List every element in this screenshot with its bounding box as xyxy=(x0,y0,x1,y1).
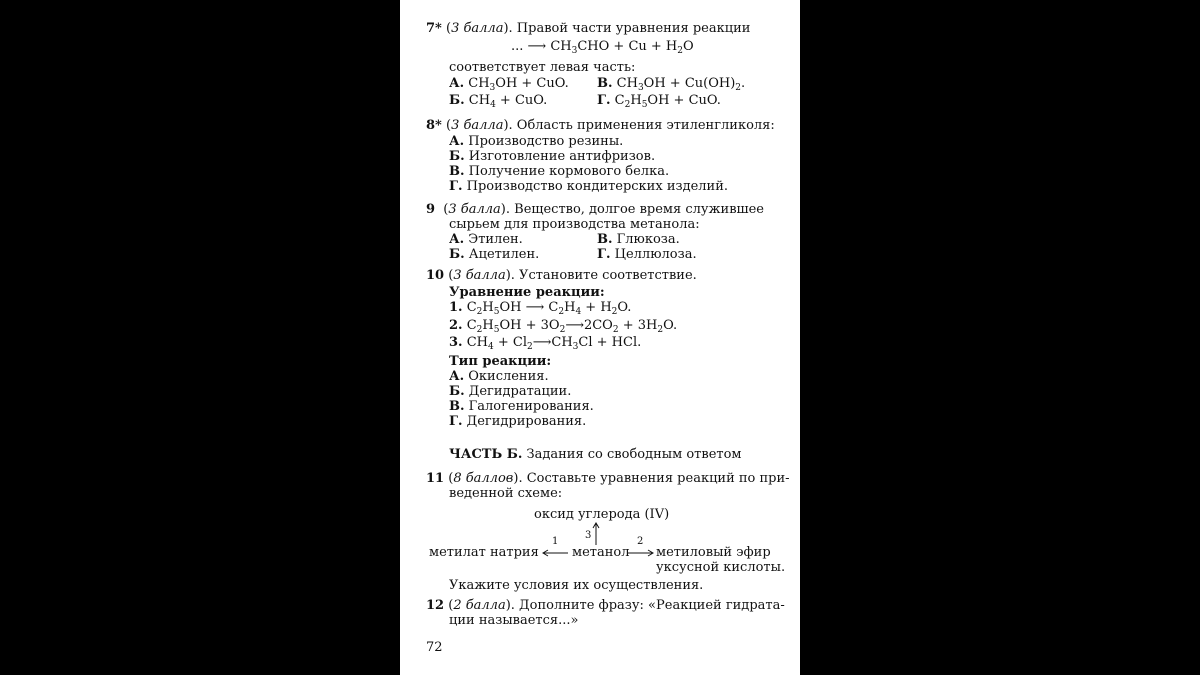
question-7-header: 7* (3 балла). Правой части уравнения реакции xyxy=(426,21,751,36)
arrow-label-1: 1 xyxy=(552,536,559,547)
option-a: А. $CH_3OH$ + CuO. xyxy=(449,76,569,93)
option-v: В. Глюкоза. xyxy=(597,232,680,247)
equation-3: 3. $CH_4$ + $Cl_2⟶CH_3Cl$ + HCl. xyxy=(449,335,642,352)
question-points: 3 балла xyxy=(451,21,504,36)
textbook-page xyxy=(400,0,800,675)
equation-2: 2. $C_2H_5OH$ + $3O_2⟶2CO_2 + 3H_2O$. xyxy=(449,318,678,335)
question-number: 11 xyxy=(426,471,445,486)
question-points: 3 балла xyxy=(448,202,501,217)
question-text: . Область применения этиленгликоля: xyxy=(508,118,775,133)
scheme-node-methyl-ester: метиловый эфир xyxy=(656,545,771,560)
arrow-label-2: 2 xyxy=(637,536,644,547)
option-a: А. Окисления. xyxy=(449,369,549,384)
question-text: . Дополните фразу: «Реакцией гидрата- xyxy=(510,598,785,613)
part-b-heading: ЧАСТЬ Б. Задания со свободным ответом xyxy=(449,447,742,462)
option-a: А. Производство резины. xyxy=(449,134,624,149)
question-12-header: 12 (2 балла). Дополните фразу: «Реакцией гидрата- xyxy=(426,598,785,613)
scheme-node-co2: оксид углерода (IV) xyxy=(534,507,670,522)
question-9-line2: сырьем для производства метанола: xyxy=(449,217,700,232)
option-v: В. Получение кормового белка. xyxy=(449,164,670,179)
question-points: 2 балла xyxy=(453,598,506,613)
reaction-arrow: ⟶ xyxy=(525,300,545,315)
question-points: 3 балла xyxy=(451,118,504,133)
option-a: А. Этилен. xyxy=(449,232,523,247)
reaction-arrow: ⟶ xyxy=(532,335,552,350)
option-v: В. Галогенирования. xyxy=(449,399,594,414)
scheme-node-sodium-methoxide: метилат натрия xyxy=(429,545,539,560)
arrow-label-3: 3 xyxy=(585,530,592,541)
reaction-arrow: ⟶ xyxy=(527,39,547,54)
option-b: Б. $CH_4$ + CuO. xyxy=(449,93,548,110)
scheme-node-acetic-acid: уксусной кислоты. xyxy=(656,560,786,575)
question-11-note: Укажите условия их осуществления. xyxy=(449,578,704,593)
reaction-type-header: Тип реакции: xyxy=(449,354,552,369)
option-g: Г. Целлюлоза. xyxy=(597,247,697,262)
scheme-arrows xyxy=(400,0,800,675)
question-number: 8* xyxy=(426,118,442,133)
page-number: 72 xyxy=(426,640,443,655)
question-9-header: 9 (3 балла). Вещество, долгое время служившее xyxy=(426,202,764,217)
question-points: 3 балла xyxy=(453,268,506,283)
question-10-header: 10 (3 балла). Установите соответствие. xyxy=(426,268,697,283)
question-number: 9 xyxy=(426,202,436,217)
question-text: . Правой части уравнения реакции xyxy=(508,21,751,36)
scheme-node-methanol: метанол xyxy=(572,545,630,560)
question-number: 7* xyxy=(426,21,442,36)
option-g: Г. Дегидрирования. xyxy=(449,414,587,429)
option-b: Б. Изготовление антифризов. xyxy=(449,149,656,164)
question-7-line2: соответствует левая часть: xyxy=(449,60,636,75)
reaction-arrow: ⟶ xyxy=(565,318,584,333)
question-8-header: 8* (3 балла). Область применения этиленгликоля: xyxy=(426,118,775,133)
question-number: 12 xyxy=(426,598,445,613)
question-11-line2: веденной схеме: xyxy=(449,486,563,501)
option-g: Г. Производство кондитерских изделий. xyxy=(449,179,728,194)
question-text: . Составьте уравнения реакций по при- xyxy=(518,471,790,486)
question-11-header: 11 (8 баллов). Составьте уравнения реакций по при- xyxy=(426,471,790,486)
option-b: Б. Ацетилен. xyxy=(449,247,540,262)
equation-1: 1. $C_2H_5OH$ ⟶ $C_2H_4 + H_2O$. xyxy=(449,300,632,317)
question-number: 10 xyxy=(426,268,445,283)
option-g: Г. $C_2H_5OH$ + CuO. xyxy=(597,93,721,110)
equations-header: Уравнение реакции: xyxy=(449,285,605,300)
question-points: 8 баллов xyxy=(453,471,514,486)
option-b: Б. Дегидратации. xyxy=(449,384,572,399)
option-v: В. $CH_3OH + Cu(OH)_2$. xyxy=(597,76,746,93)
question-text: . Вещество, долгое время служившее xyxy=(505,202,764,217)
question-text: . Установите соответствие. xyxy=(510,268,697,283)
question-12-line2: ции называется...» xyxy=(449,613,579,628)
question-7-equation: ... ⟶ $CH_3CHO + Cu + H_2O$ xyxy=(511,39,694,56)
